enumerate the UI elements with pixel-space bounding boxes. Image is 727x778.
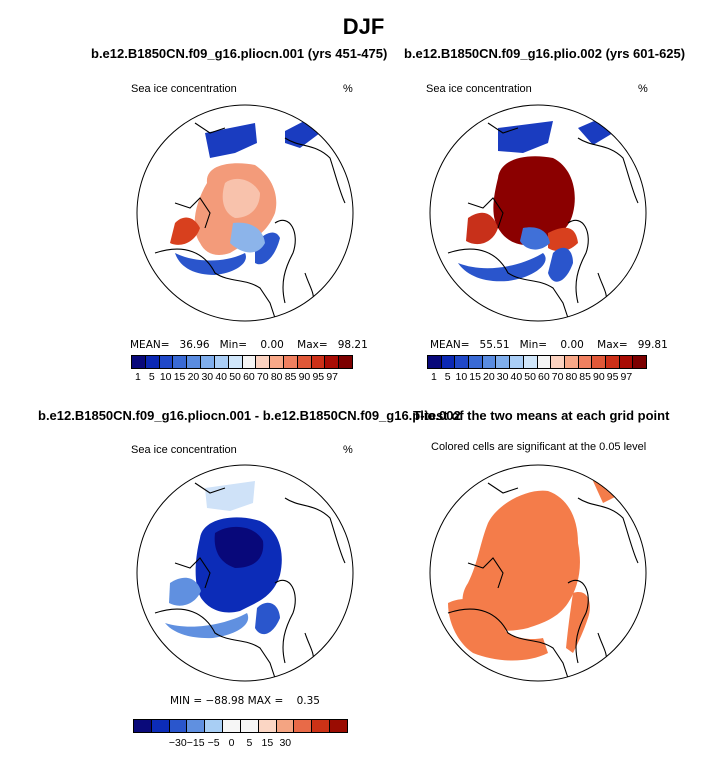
panel3-colorbar-swatch — [205, 720, 223, 732]
panel1-colorbar-tick-label: 5 — [148, 371, 155, 383]
panel3-stats: MIN = −88.98 MAX = 0.35 — [170, 695, 320, 707]
panel1-colorbar-swatch — [132, 356, 146, 368]
panel2-stats: MEAN= 55.51 Min= 0.00 Max= 99.81 — [430, 339, 668, 351]
panel2-colorbar-swatch — [620, 356, 634, 368]
panel3-colorbar-swatch — [152, 720, 170, 732]
panel2-colorbar-ticks — [427, 371, 647, 383]
panel2-colorbar-swatch — [633, 356, 646, 368]
panel2-colorbar-tick-label: 1 — [430, 371, 437, 383]
panel1-colorbar-tick-label: 15 — [173, 371, 186, 383]
panel1-colorbar-swatch — [201, 356, 215, 368]
panel3-colorbar-swatch — [277, 720, 295, 732]
panel2-colorbar-swatch — [579, 356, 593, 368]
panel3-colorbar-swatch — [187, 720, 205, 732]
panel1-colorbar-swatch — [339, 356, 352, 368]
panel3-units-label: % — [343, 444, 353, 456]
panel2-colorbar-swatch — [428, 356, 442, 368]
panel3-colorbar-tick-label: 15 — [261, 737, 274, 749]
panel1-colorbar-tick-label: 30 — [201, 371, 214, 383]
panel1-title: b.e12.B1850CN.f09_g16.pliocn.001 (yrs 451-475) — [91, 46, 388, 61]
panel2-units-label: % — [638, 83, 648, 95]
panel1-colorbar-tick-label: 50 — [229, 371, 241, 383]
panel3-colorbar-tick-label: 30 — [279, 737, 292, 749]
panel2-colorbar-swatch — [483, 356, 497, 368]
panel2-colorbar-tick-label: 5 — [444, 371, 451, 383]
panel2-colorbar-tick-label: 85 — [579, 371, 591, 383]
panel1-colorbar-tick-label: 40 — [215, 371, 228, 383]
panel1-colorbar-tick-label: 85 — [284, 371, 297, 383]
panel2-colorbar-tick-label: 90 — [593, 371, 605, 383]
panel3-colorbar-swatch — [294, 720, 312, 732]
panel2-colorbar-swatch — [510, 356, 524, 368]
panel2-colorbar-tick-label: 50 — [524, 371, 536, 383]
panel1-colorbar-tick-label: 95 — [312, 371, 325, 383]
panel3-colorbar-swatch — [330, 720, 347, 732]
panel1-colorbar-swatch — [160, 356, 174, 368]
panel1-colorbar-swatch — [173, 356, 187, 368]
panel1-colorbar-swatch — [256, 356, 270, 368]
panel2-colorbar-swatch — [565, 356, 579, 368]
panel2-colorbar-tick-label: 10 — [455, 371, 468, 383]
panel4-map — [428, 463, 648, 683]
figure-title: DJF — [342, 14, 385, 39]
panel2-title: b.e12.B1850CN.f09_g16.plio.002 (yrs 601-625) — [404, 46, 686, 61]
panel2-colorbar-swatch — [469, 356, 483, 368]
panel1-colorbar-swatch — [312, 356, 326, 368]
panel1-colorbar-swatch — [284, 356, 298, 368]
panel3-title: b.e12.B1850CN.f09_g16.pliocn.001 - b.e12.B1850CN.f09_g16.plio.002 — [38, 408, 461, 423]
panel2-colorbar-swatch — [455, 356, 469, 368]
panel1-colorbar-tick-label: 60 — [243, 371, 255, 383]
panel2-colorbar-swatch — [442, 356, 456, 368]
panel1-colorbar-tick-label: 80 — [270, 371, 283, 383]
panel2-colorbar-tick-label: 80 — [565, 371, 578, 383]
panel3-map — [135, 463, 355, 683]
panel1-map — [135, 103, 355, 323]
panel1-colorbar-swatch — [243, 356, 257, 368]
panel3-left-label: Sea ice concentration — [131, 444, 237, 456]
panel1-colorbar-tick-label: 97 — [326, 371, 339, 383]
panel2-colorbar-swatch — [606, 356, 620, 368]
panel2-colorbar-swatch — [496, 356, 510, 368]
panel1-colorbar-swatch — [146, 356, 160, 368]
panel2-colorbar — [427, 355, 647, 369]
panel1-colorbar-swatch — [229, 356, 243, 368]
panel1-colorbar-swatch — [215, 356, 229, 368]
panel2-colorbar-tick-label: 40 — [510, 371, 523, 383]
panel3-colorbar — [133, 719, 348, 733]
panel1-colorbar-tick-label: 1 — [135, 371, 141, 383]
panel3-colorbar-tick-label: −15 — [186, 737, 205, 749]
panel3-colorbar-tick-label: −5 — [207, 737, 220, 749]
panel2-colorbar-tick-label: 30 — [496, 371, 509, 383]
panel1-colorbar-tick-label: 10 — [159, 371, 172, 383]
panel3-colorbar-tick-label: 5 — [246, 737, 253, 749]
panel3-colorbar-swatch — [312, 720, 330, 732]
panel2-colorbar-swatch — [551, 356, 565, 368]
panel2-colorbar-tick-label: 95 — [606, 371, 619, 383]
panel1-stats: MEAN= 36.96 Min= 0.00 Max= 98.21 — [130, 339, 368, 351]
panel1-colorbar-ticks — [131, 371, 353, 383]
panel3-colorbar-tick-label: 0 — [228, 737, 235, 749]
panel1-colorbar-tick-label: 90 — [298, 371, 311, 383]
panel2-colorbar-tick-label: 20 — [483, 371, 495, 383]
panel1-colorbar-tick-label: 70 — [256, 371, 269, 383]
panel2-colorbar-tick-label: 70 — [551, 371, 564, 383]
panel3-colorbar-ticks — [133, 737, 348, 749]
panel1-units-label: % — [343, 83, 353, 95]
panel1-colorbar-swatch — [298, 356, 312, 368]
panel2-colorbar-swatch — [538, 356, 552, 368]
panel1-colorbar-swatch — [270, 356, 284, 368]
panel3-colorbar-tick-label: −30 — [168, 737, 187, 749]
panel2-colorbar-swatch — [524, 356, 538, 368]
panel3-colorbar-swatch — [170, 720, 188, 732]
panel1-colorbar-swatch — [187, 356, 201, 368]
panel1-colorbar-swatch — [325, 356, 339, 368]
panel1-colorbar — [131, 355, 353, 369]
panel3-colorbar-swatch — [241, 720, 259, 732]
panel2-map — [428, 103, 648, 323]
panel2-colorbar-swatch — [592, 356, 606, 368]
panel2-colorbar-tick-label: 97 — [620, 371, 633, 383]
panel4-left-label: Colored cells are significant at the 0.05 level — [431, 441, 647, 453]
panel3-colorbar-swatch — [223, 720, 241, 732]
panel3-colorbar-swatch — [134, 720, 152, 732]
panel2-colorbar-tick-label: 60 — [538, 371, 550, 383]
panel1-colorbar-tick-label: 20 — [187, 371, 200, 383]
panel4-title: T-test of the two means at each grid point — [413, 408, 670, 423]
panel2-left-label: Sea ice concentration — [426, 83, 532, 95]
panel1-left-label: Sea ice concentration — [131, 83, 237, 95]
panel2-colorbar-tick-label: 15 — [469, 371, 481, 383]
panel3-colorbar-swatch — [259, 720, 277, 732]
